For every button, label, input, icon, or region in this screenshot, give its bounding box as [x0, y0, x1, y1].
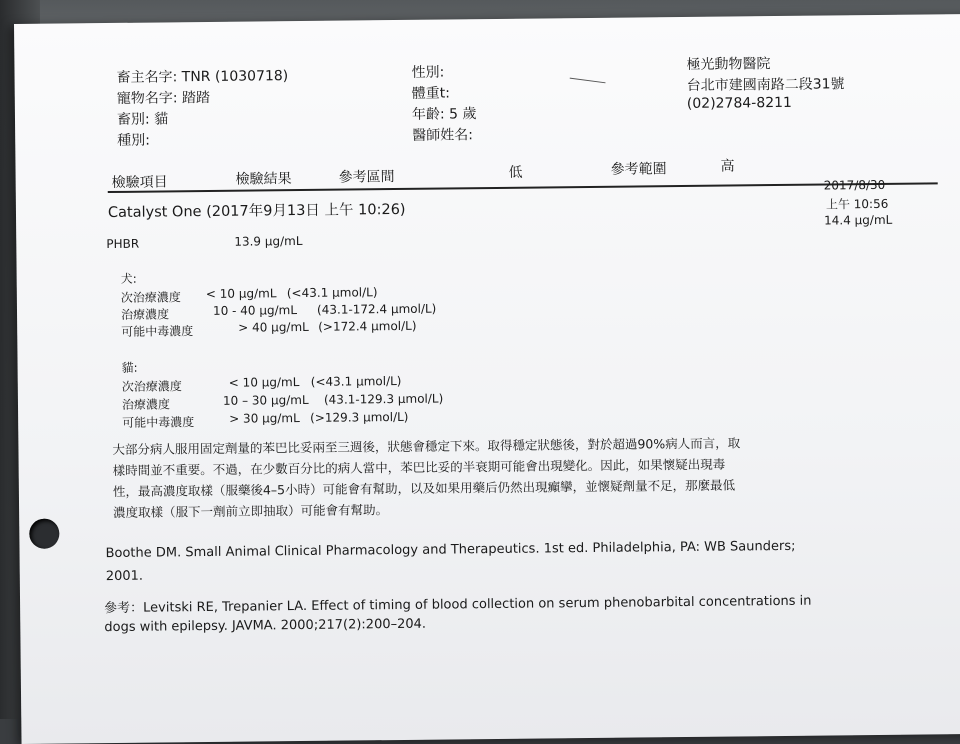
prev-date: 2017/8/30: [823, 177, 886, 193]
reference-1-line-2: 2001.: [105, 568, 144, 585]
weight: 體重t:: [411, 85, 451, 102]
reference-2-line-1: 參考：Levitski RE, Trepanier LA. Effect of timing of blood collection on serum phenobarbital concentrations in: [104, 593, 812, 617]
species: 畜別: 貓: [116, 111, 169, 128]
cat-range-2: > 30 µg/mL: [229, 411, 300, 426]
owner-name: 畜主名字: TNR (1030718): [116, 68, 289, 86]
note-line-3: 濃度取樣（服下一劑前立即抽取）可能會有幫助。: [113, 502, 389, 520]
dog-label-0: 次治療濃度: [120, 290, 181, 305]
prev-time: 上午 10:56: [825, 196, 889, 212]
dog-molar-2: (>172.4 µmol/L): [318, 318, 417, 334]
cat-label-2: 可能中毒濃度: [122, 415, 195, 430]
dog-heading: 犬:: [120, 271, 137, 286]
pet-name: 寵物名字: 踏踏: [116, 89, 211, 107]
dog-molar-1: (43.1-172.4 µmol/L): [316, 301, 437, 317]
clinic-name: 極光動物醫院: [686, 56, 771, 73]
col-ref-range: 參考範圍: [610, 161, 667, 178]
sex: 性別:: [411, 64, 445, 81]
punch-hole: [29, 519, 59, 549]
breed: 種別:: [117, 132, 151, 149]
clinic-address: 台北市建國南路二段31號: [686, 76, 845, 94]
cat-label-0: 次治療濃度: [121, 379, 182, 394]
col-item: 檢驗項目: [111, 174, 168, 191]
prev-value: 14.4 µg/mL: [824, 212, 893, 228]
clinic-phone: (02)2784-8211: [686, 94, 793, 112]
test-value: 13.9 µg/mL: [234, 233, 303, 249]
dog-range-0: < 10 µg/mL: [205, 286, 277, 302]
cat-molar-2: (>129.3 µmol/L): [310, 409, 409, 425]
cat-heading: 貓:: [121, 360, 138, 375]
note-line-2: 性，最高濃度取樣（服藥後4–5小時）可能會有幫助，以及如果用藥后仍然出現癲攣，並懷疑劑量不足，那麼最低: [112, 477, 736, 499]
col-high: 高: [720, 158, 735, 175]
test-title: Catalyst One (2017年9月13日 上午 10:26): [107, 201, 406, 222]
dog-range-2: > 40 µg/mL: [238, 319, 309, 335]
cat-label-1: 治療濃度: [121, 397, 171, 412]
reference-2-line-2: dogs with epilepsy. JAVMA. 2000;217(2):200–204.: [104, 616, 427, 636]
vet-name: 醫師姓名:: [412, 127, 473, 144]
cat-molar-1: (43.1-129.3 µmol/L): [323, 391, 444, 407]
dog-molar-0: (<43.1 µmol/L): [286, 285, 378, 301]
dog-label-2: 可能中毒濃度: [121, 324, 194, 339]
dog-label-1: 治療濃度: [120, 307, 170, 322]
cat-range-0: < 10 µg/mL: [228, 375, 300, 390]
dog-range-1: 10 - 40 µg/mL: [212, 303, 298, 318]
note-paragraph: [112, 432, 813, 523]
col-ref-interval: 參考區間: [338, 169, 395, 186]
cat-molar-0: (<43.1 µmol/L): [310, 373, 402, 389]
test-name: PHBR: [106, 236, 140, 252]
note-line-1: 樣時間並不重要。不過，在少數百分比的病人當中，苯巴比妥的半衰期可能會出現變化。因此，如果懷疑出現毒: [112, 456, 726, 478]
pen-mark: [570, 78, 606, 84]
note-line-0: 大部分病人服用固定劑量的苯巴比妥兩至三週後，狀態會穩定下來。取得穩定狀態後，對於超過90%病人而言，取: [112, 435, 741, 457]
age: 年齡: 5 歲: [411, 106, 477, 123]
reference-1-line-1: Boothe DM. Small Animal Clinical Pharmacology and Therapeutics. 1st ed. Philadelphia, PA: WB Saunders;: [105, 538, 796, 562]
cat-range-1: 10 – 30 µg/mL: [222, 392, 309, 408]
col-result: 檢驗結果: [235, 171, 292, 188]
lab-report-paper: [14, 14, 960, 744]
col-low: 低: [508, 164, 523, 181]
header-rule: [108, 182, 938, 192]
